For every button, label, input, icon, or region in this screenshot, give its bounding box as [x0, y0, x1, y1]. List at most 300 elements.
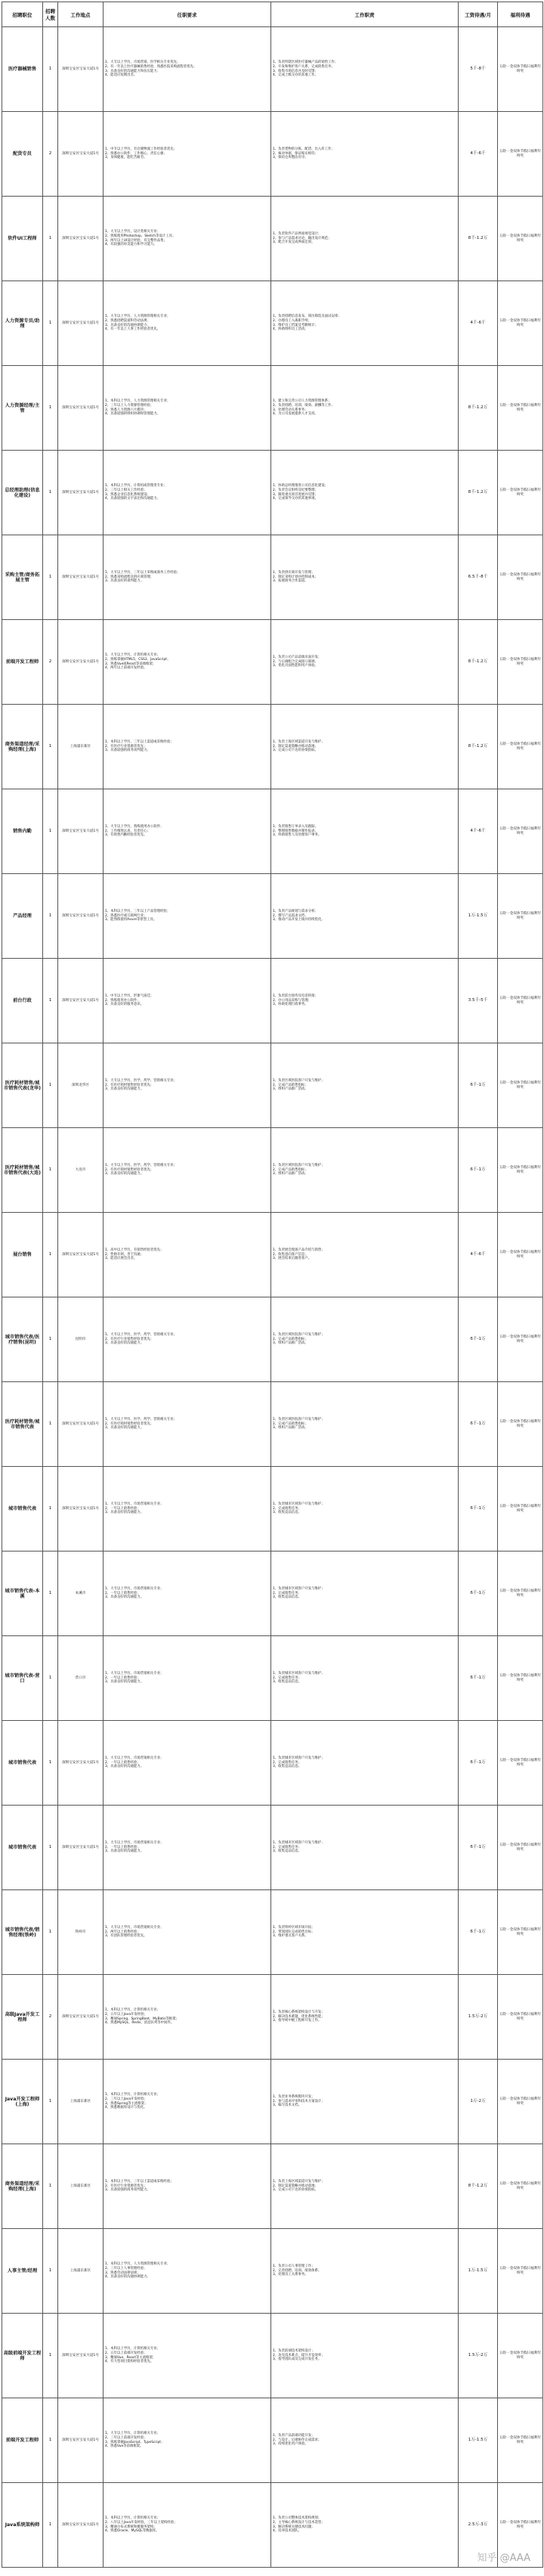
duty-line: 4、培养技术团队。	[273, 2529, 301, 2534]
job-benefits: 五险一金双休节假日福利年终奖	[498, 197, 543, 281]
requirement-line: 2、五年以上前端开发经验；	[105, 2351, 147, 2355]
table-row	[2, 705, 543, 789]
table-row	[2, 874, 543, 959]
job-location: 深圳宝安区宝安大道1号	[58, 1467, 104, 1551]
job-requirements	[104, 1636, 271, 1721]
job-salary: 5千-8千	[459, 27, 498, 112]
job-duties	[271, 1806, 459, 1890]
job-requirements	[104, 27, 271, 112]
requirement-line: 1、本科以上学历，计算机或管理类专业；	[105, 484, 167, 488]
job-duties	[271, 1890, 459, 1975]
job-location: 深圳宝安区宝安大道1号	[58, 27, 104, 112]
job-duties	[271, 1297, 459, 1382]
job-requirements	[104, 959, 271, 1043]
requirement-line: 3、具备较强的商务谈判能力。	[105, 2188, 150, 2193]
job-requirements	[104, 451, 271, 535]
requirement-line: 1、大专以上学历，设计类相关专业；	[105, 230, 161, 234]
table-row	[2, 2398, 543, 2483]
job-count: 1	[43, 197, 58, 281]
header-position: 招聘职位	[2, 2, 43, 27]
job-benefits: 五险一金双休节假日福利年终奖	[498, 705, 543, 789]
requirement-line: 4、能适应短期出差。	[105, 73, 138, 78]
table-row	[2, 1467, 543, 1551]
job-duties	[271, 2483, 459, 2568]
duty-line: 3、指导初中级工程师开发工作。	[273, 2019, 322, 2023]
requirement-line: 1、大专以上学历，医学、药学、营销相关专业；	[105, 1333, 177, 1338]
requirement-line: 3、熟悉Vue或React等前端框架；	[105, 662, 156, 666]
job-location: 昆明市	[58, 1297, 104, 1382]
duty-line: 2、制定渠道策略并推动落地；	[273, 2184, 318, 2188]
job-salary: 1万-1.5万	[459, 874, 498, 959]
job-requirements	[104, 2229, 271, 2314]
job-title: 商务渠道经理/采购经理(上海)	[2, 705, 43, 789]
job-location: 上海浦东新区	[58, 705, 104, 789]
requirement-line: 3、具备良好的沟通协调能力；	[105, 323, 150, 327]
job-title: 前端开发工程师	[2, 2398, 43, 2483]
job-benefits: 五险一金双休节假日福利年终奖	[498, 1551, 543, 1636]
requirement-line: 2、一年以上销售经验；	[105, 1760, 141, 1765]
requirement-line: 1、大专以上学历，医学、药学、营销相关专业；	[105, 1418, 177, 1422]
table-header-row	[2, 2, 543, 27]
duty-line: 3、完成公司下达的业绩指标。	[273, 2188, 318, 2193]
requirement-line: 1、本科以上学历，三年以上产品管理经验；	[105, 910, 171, 914]
duty-line: 2、解决技术难题，优化系统性能；	[273, 2014, 325, 2019]
job-duties	[271, 874, 459, 959]
job-location: 深圳宝安区宝安大道1号	[58, 281, 104, 366]
recruitment-table	[2, 2, 543, 2568]
table-row	[2, 620, 543, 705]
requirement-line: 3、熟悉Spring等主流框架；	[105, 2101, 148, 2106]
job-benefits: 五险一金双休节假日福利年终奖	[498, 1297, 543, 1382]
job-duties	[271, 705, 459, 789]
job-benefits: 五险一金双休节假日福利年终奖	[498, 1467, 543, 1551]
duty-line: 2、完成销售任务；	[273, 1591, 301, 1595]
requirement-line: 2、八年以上Java开发经验，三年以上架构经验；	[105, 2520, 178, 2525]
requirement-line: 4、有大型项目架构经验者优先。	[105, 2360, 154, 2364]
requirement-line: 1、本科以上学历，人力资源管理相关专业；	[105, 399, 171, 404]
job-title: 销售内勤	[2, 789, 43, 874]
requirement-line: 1、大专以上学历，市场营销相关专业；	[105, 1587, 164, 1592]
job-location: 深圳宝安区宝安大道1号	[58, 197, 104, 281]
job-location: 深圳宝安区宝安大道1号	[58, 2398, 104, 2483]
job-benefits: 五险一金双休节假日福利年终奖	[498, 451, 543, 535]
requirement-line: 2、熟悉医疗或互联网行业；	[105, 913, 147, 918]
duty-line: 3、组织产品推广活动。	[273, 1341, 308, 1346]
requirement-line: 4、两年以上前端开发经验。	[105, 666, 147, 671]
job-duties	[271, 1213, 459, 1297]
job-benefits: 五险一金双休节假日福利年终奖	[498, 1636, 543, 1721]
job-benefits: 五险一金双休节假日福利年终奖	[498, 281, 543, 366]
duty-line: 1、负责城市区域客户开发与维护；	[273, 1841, 325, 1846]
requirement-line: 3、两年以上UI设计经验，有完整作品集；	[105, 238, 167, 243]
requirement-line: 3、熟悉人力资源六大模块；	[105, 408, 147, 412]
job-title: 医疗耗材销售/城市销售代表(大连)	[2, 1128, 43, 1213]
duty-line: 3、收集竞品信息。	[273, 1765, 301, 1769]
requirement-line: 1、本科以上学历，计算机相关专业；	[105, 2093, 161, 2097]
duty-line: 3、组织产品推广活动。	[273, 1426, 308, 1431]
job-count: 1	[43, 2314, 58, 2398]
job-requirements	[104, 1890, 271, 1975]
job-salary: 6千-1万	[459, 1467, 498, 1551]
duty-line: 3、跟进重点项目进展并反馈；	[273, 492, 318, 497]
job-duties	[271, 1975, 459, 2060]
job-salary: 6千-1万	[459, 1297, 498, 1382]
requirement-line: 3、精通分布式系统和微服务架构；	[105, 2525, 157, 2529]
duty-line: 2、制定渠道策略并推动落地；	[273, 744, 318, 749]
requirement-line: 4、具备较强的组织协调和管理能力。	[105, 412, 161, 417]
requirement-line: 3、具备良好的服务意识。	[105, 1003, 144, 1007]
job-requirements	[104, 705, 271, 789]
requirement-line: 3、能熟练使用Axure等原型工具。	[105, 918, 157, 922]
job-duties	[271, 789, 459, 874]
job-count: 1	[43, 1551, 58, 1636]
requirement-line: 1、中专以上学历，有仓储物流工作经验者优先；	[105, 147, 177, 152]
requirement-line: 1、本科以上学历，计算机相关专业；	[105, 2516, 161, 2521]
job-requirements	[104, 197, 271, 281]
job-requirements	[104, 2060, 271, 2144]
job-benefits: 五险一金双休节假日福利年终奖	[498, 1382, 543, 1467]
duty-line: 1、负责销售订单录入及跟踪；	[273, 825, 318, 829]
job-location: 本溪市	[58, 1551, 104, 1636]
job-benefits: 五险一金双休节假日福利年终奖	[498, 366, 543, 451]
job-benefits: 五险一金双休节假日福利年终奖	[498, 535, 543, 620]
requirement-line: 1、大专以上学历，熟练使用办公软件；	[105, 825, 164, 829]
job-requirements	[104, 1297, 271, 1382]
requirement-line: 1、本科以上学历，三年以上渠道或采购经验；	[105, 740, 174, 745]
job-duties	[271, 1636, 459, 1721]
job-title: 配货专员	[2, 112, 43, 197]
duty-line: 3、处理劳动关系事务；	[273, 408, 308, 412]
table-row	[2, 366, 543, 451]
job-count: 1	[43, 2144, 58, 2229]
requirement-line: 3、具备良好的沟通能力。	[105, 1426, 144, 1431]
job-title: 城市销售代表	[2, 1806, 43, 1890]
job-count: 1	[43, 27, 58, 112]
job-salary: 8千-1.2万	[459, 620, 498, 705]
job-title: 城市销售代表-营口	[2, 1636, 43, 1721]
requirement-line: 2、性格开朗，善于沟通；	[105, 1252, 144, 1257]
duty-line: 3、展会结束后跟进客户。	[273, 1257, 312, 1261]
requirement-line: 1、中专以上学历，形象气质佳；	[105, 994, 154, 999]
job-title: 医疗耗材销售/城市销售代表	[2, 1382, 43, 1467]
table-row	[2, 1721, 543, 1806]
header-location: 工作地点	[58, 2, 104, 27]
job-location: 深圳宝安区宝安大道1号	[58, 451, 104, 535]
job-requirements	[104, 1213, 271, 1297]
job-benefits: 五险一金双休节假日福利年终奖	[498, 2229, 543, 2314]
job-benefits: 五险一金双休节假日福利年终奖	[498, 620, 543, 705]
job-requirements	[104, 789, 271, 874]
requirement-line: 1、大专以上学历，计算机相关专业；	[105, 653, 161, 658]
job-location: 深圳宝安区宝安大道1号	[58, 1213, 104, 1297]
requirement-line: 1、大专以上学历，市场营销、医学相关专业优先；	[105, 60, 181, 65]
duty-line: 3、维护员工档案及考勤统计；	[273, 323, 318, 327]
job-title: 高级前端开发工程师	[2, 2314, 43, 2398]
requirement-line: 2、工作细致认真，有责任心；	[105, 829, 150, 833]
job-count: 2	[43, 620, 58, 705]
job-requirements	[104, 2314, 271, 2398]
job-requirements	[104, 1551, 271, 1636]
requirement-line: 2、三年以上人事管理经验；	[105, 2266, 147, 2271]
job-benefits: 五险一金双休节假日福利年终奖	[498, 1128, 543, 1213]
job-title: 医疗耗材销售/城市销售代表(龙华)	[2, 1043, 43, 1128]
job-salary: 1万-1.5万	[459, 2229, 498, 2314]
job-title: 产品经理	[2, 874, 43, 959]
job-title: 采购主管/商务拓展主管	[2, 535, 43, 620]
job-duties	[271, 2229, 459, 2314]
duty-line: 1、负责核心系统架构设计与开发；	[273, 2010, 325, 2015]
duty-line: 3、推动产品开发上线并持续优化。	[273, 918, 325, 922]
requirement-line: 2、一年以上销售经验；	[105, 1845, 141, 1849]
job-count: 1	[43, 2060, 58, 2144]
table-row	[2, 2144, 543, 2229]
requirement-line: 1、大专以上学历，计算机相关专业；	[105, 2432, 161, 2436]
job-title: 医疗器械销售	[2, 27, 43, 112]
duty-line: 1、负责产品前端功能开发；	[273, 2434, 315, 2438]
requirement-line: 2、有医疗耗材销售经验者优先；	[105, 1083, 154, 1087]
requirement-line: 3、具备良好的沟通能力。	[105, 1849, 144, 1854]
job-count: 1	[43, 1382, 58, 1467]
duty-line: 3、收集竞品信息。	[273, 1680, 301, 1685]
job-requirements	[104, 1043, 271, 1128]
table-row	[2, 112, 543, 197]
duty-line: 3、保持仓库整洁有序。	[273, 156, 308, 160]
job-title: 软件UI工程师	[2, 197, 43, 281]
job-count: 1	[43, 1806, 58, 1890]
job-count: 1	[43, 281, 58, 366]
job-count: 1	[43, 1636, 58, 1721]
job-title: 总经理助理(信息化建设)	[2, 451, 43, 535]
duty-line: 2、参与需求评审和技术方案设计；	[273, 2099, 325, 2103]
header-benefits: 福利待遇	[498, 2, 543, 27]
job-requirements	[104, 1382, 271, 1467]
table-row	[2, 2314, 543, 2398]
watermark: 知乎 @AAA	[477, 2553, 530, 2564]
job-requirements	[104, 2398, 271, 2483]
requirement-line: 2、有医疗耗材销售经验者优先；	[105, 1167, 154, 1172]
requirement-line: 1、大专以上学历，市场营销相关专业；	[105, 1672, 164, 1676]
job-duties	[271, 1382, 459, 1467]
job-salary: 6千-1万	[459, 1806, 498, 1890]
job-salary: 6千-1万	[459, 1128, 498, 1213]
job-benefits: 五险一金双休节假日福利年终奖	[498, 27, 543, 112]
duty-line: 2、撰写产品需求文档；	[273, 913, 308, 918]
job-location: 深圳宝安区宝安大道1号	[58, 2314, 104, 2398]
requirement-line: 3、具备良好的沟通能力。	[105, 1595, 144, 1600]
duty-line: 4、完成领导交办的其他事项。	[273, 497, 318, 501]
duty-line: 3、指导团队成员完成开发任务。	[273, 2357, 322, 2362]
table-row	[2, 789, 543, 874]
job-title: 城市销售代表-本溪	[2, 1551, 43, 1636]
requirement-line: 2、有医疗耗材销售经验者优先；	[105, 1421, 154, 1426]
job-title: 高级Java开发工程师	[2, 1975, 43, 2060]
table-row	[2, 535, 543, 620]
job-location: 营口市	[58, 1636, 104, 1721]
job-requirements	[104, 874, 271, 959]
duty-line: 2、制定采购计划并控制成本；	[273, 575, 318, 579]
job-salary: 6千-1万	[459, 1721, 498, 1806]
job-location: 深圳宝安区宝安大道1号	[58, 789, 104, 874]
job-benefits: 五险一金双休节假日福利年终奖	[498, 1213, 543, 1297]
requirement-line: 3、具备良好的沟通能力。	[105, 1765, 144, 1769]
duty-line: 1、负责公司产品前端页面开发；	[273, 656, 322, 660]
duty-line: 1、负责前端技术架构设计；	[273, 2349, 315, 2354]
job-salary: 6千-1万	[459, 1636, 498, 1721]
table-body	[2, 27, 543, 2568]
requirement-line: 1、大专以上学历，市场营销相关专业；	[105, 1502, 164, 1507]
duty-line: 2、办公用品采购与管理；	[273, 998, 312, 1003]
requirement-line: 4、有较强的审美能力和学习能力。	[105, 243, 157, 247]
duty-line: 3、拓展商务合作渠道。	[273, 579, 308, 584]
duty-line: 1、负责上海区域渠道开发与维护；	[273, 2180, 325, 2184]
requirement-line: 1、大专以上学历，人力资源管理相关专业；	[105, 315, 171, 319]
job-benefits: 五险一金双休节假日福利年终奖	[498, 2314, 543, 2398]
requirement-line: 3、有团队管理经验者优先。	[105, 1934, 147, 1939]
duty-line: 3、编写技术文档。	[273, 2103, 301, 2108]
job-count: 1	[43, 451, 58, 535]
job-count: 1	[43, 2229, 58, 2314]
duty-line: 2、完成产品销售指标；	[273, 1167, 308, 1172]
duty-line: 2、核对单据，保证账实相符；	[273, 151, 318, 156]
duty-line: 3、维护重点客户关系。	[273, 1934, 308, 1939]
job-requirements	[104, 620, 271, 705]
requirement-line: 3、具备良好的沟通能力。	[105, 1087, 144, 1092]
table-row	[2, 281, 543, 366]
job-count: 1	[43, 1297, 58, 1382]
job-salary: 6千-1万	[459, 1551, 498, 1636]
job-location: 大连市	[58, 1128, 104, 1213]
requirement-line: 2、有医疗行业资源者优先；	[105, 744, 147, 749]
job-count: 1	[43, 1890, 58, 1975]
requirement-line: 3、熟悉企业信息化系统建设；	[105, 492, 150, 497]
job-count: 1	[43, 705, 58, 789]
job-count: 1	[43, 959, 58, 1043]
job-benefits: 五险一金双休节假日福利年终奖	[498, 112, 543, 197]
duty-line: 1、负责供应商开发与管理；	[273, 571, 315, 575]
requirement-line: 4、熟悉MySQL、Redis、消息队列等中间件。	[105, 2021, 175, 2026]
job-benefits: 五险一金双休节假日福利年终奖	[498, 1721, 543, 1806]
table-row	[2, 27, 543, 112]
job-duties	[271, 2398, 459, 2483]
job-title: 城市销售代表	[2, 1721, 43, 1806]
job-duties	[271, 1043, 459, 1128]
requirement-line: 2、三年以上前端开发经验；	[105, 2435, 147, 2440]
requirement-line: 1、本科以上学历，人力资源管理相关专业；	[105, 2262, 171, 2267]
duty-line: 2、办理员工入离职手续；	[273, 318, 312, 323]
duty-line: 2、完成产品销售指标；	[273, 1421, 308, 1426]
job-requirements	[104, 2483, 271, 2568]
header-salary: 工资待遇/月	[459, 2, 498, 27]
duty-line: 4、为公司发展提供人才支持。	[273, 412, 318, 417]
duty-line: 1、负责区域医院客户开发与维护；	[273, 1418, 325, 1422]
job-title: 城市销售代表	[2, 1467, 43, 1551]
job-requirements	[104, 1806, 271, 1890]
duty-line: 2、整理销售数据并制作报表；	[273, 829, 318, 833]
job-duties	[271, 112, 459, 197]
job-benefits: 五险一金双休节假日福利年终奖	[498, 2398, 543, 2483]
duty-line: 2、开发和维护客户关系，完成销售任务；	[273, 64, 335, 69]
requirement-line: 3、能适应展会出差。	[105, 1257, 138, 1261]
requirement-line: 2、一年以上销售经验；	[105, 1506, 141, 1511]
requirement-line: 3、具备良好的沟通能力。	[105, 1341, 144, 1346]
duty-line: 2、完成产品销售指标；	[273, 1083, 308, 1087]
job-count: 1	[43, 366, 58, 451]
duty-line: 1、负责上海区域渠道开发与维护；	[273, 740, 325, 745]
table-row	[2, 1806, 543, 1890]
job-requirements	[104, 281, 271, 366]
requirement-line: 4、熟悉Vue等前端框架。	[105, 2444, 144, 2449]
duty-line: 2、与后端配合完成接口联调；	[273, 659, 318, 664]
job-requirements	[104, 535, 271, 620]
requirement-line: 1、大专以上学历，医学、药学、营销相关专业；	[105, 1079, 177, 1083]
duty-line: 3、收集市场信息并及时反馈；	[273, 69, 318, 73]
requirement-line: 2、有医疗行业销售经验者优先；	[105, 1337, 154, 1341]
job-salary: 1.5万-2万	[459, 1975, 498, 2060]
table-row	[2, 1297, 543, 1382]
job-duties	[271, 366, 459, 451]
duty-line: 2、负责招聘、培训、绩效、薪酬等工作；	[273, 403, 335, 408]
requirement-line: 2、熟悉采购流程及供应商管理；	[105, 575, 154, 579]
requirement-line: 3、身体健康，能吃苦耐劳。	[105, 156, 147, 160]
table-row	[2, 1043, 543, 1128]
job-duties	[271, 1128, 459, 1213]
job-benefits: 五险一金双休节假日福利年终奖	[498, 2060, 543, 2144]
table-row	[2, 2483, 543, 2568]
duty-line: 3、协助处理行政事务。	[273, 1003, 308, 1007]
job-count: 1	[43, 874, 58, 959]
requirement-line: 3、具备良好的沟通能力。	[105, 1680, 144, 1685]
duty-line: 1、负责招聘信息发布、简历筛选及面试安排；	[273, 315, 342, 319]
duty-line: 1、负责展会现场产品介绍与销售；	[273, 1248, 325, 1253]
job-location: 深圳宝安区宝安大道1号	[58, 874, 104, 959]
duty-line: 3、收集竞品信息。	[273, 1511, 301, 1515]
duty-line: 1、负责公司整体技术架构规划；	[273, 2516, 322, 2521]
duty-line: 3、协助销售人员处理客户事务。	[273, 833, 322, 838]
job-duties	[271, 27, 459, 112]
job-salary: 1.5万-2万	[459, 2314, 498, 2398]
job-count: 1	[43, 1721, 58, 1806]
requirement-line: 1、大专以上学历，三年以上采购或商务工作经验；	[105, 571, 181, 575]
requirement-line: 3、有销售内勤经验者优先。	[105, 833, 147, 838]
duty-line: 2、完成销售任务；	[273, 1506, 301, 1511]
table-row	[2, 451, 543, 535]
duty-line: 2、完成销售任务；	[273, 1845, 301, 1849]
job-location: 深圳龙华区	[58, 1043, 104, 1128]
job-salary: 8千-1.2万	[459, 366, 498, 451]
job-requirements	[104, 112, 271, 197]
job-salary: 6.5千-8千	[459, 535, 498, 620]
duty-line: 3、配合开发完成界面还原。	[273, 240, 315, 245]
duty-line: 1、负责货物的分拣、配货、出入库工作；	[273, 147, 335, 152]
duty-line: 2、完善招聘、培训、绩效体系；	[273, 2268, 322, 2273]
requirement-line: 4、熟悉数据库设计与优化。	[105, 2106, 147, 2110]
job-count: 1	[43, 2483, 58, 2568]
job-duties	[271, 2314, 459, 2398]
duty-line: 1、负责城市区域客户开发与维护；	[273, 1756, 325, 1761]
job-salary: 2.5万-3万	[459, 2483, 498, 2568]
duty-line: 4、完成上级交办的其他工作。	[273, 73, 318, 78]
requirement-line: 2、三年以上Java开发经验；	[105, 2097, 147, 2101]
duty-line: 3、组织产品推广活动。	[273, 1172, 308, 1176]
job-requirements	[104, 2144, 271, 2229]
job-salary: 4千-6千	[459, 789, 498, 874]
job-location: 深圳宝安区宝安大道1号	[58, 1806, 104, 1890]
requirement-line: 2、熟悉办公软件，工作细心、责任心强；	[105, 151, 167, 156]
requirement-line: 3、精通Spring、SpringBoot、MyBatis等框架；	[105, 2016, 180, 2021]
header-requirements: 任职要求	[104, 2, 271, 27]
job-location: 上海浦东新区	[58, 2144, 104, 2229]
job-duties	[271, 535, 459, 620]
